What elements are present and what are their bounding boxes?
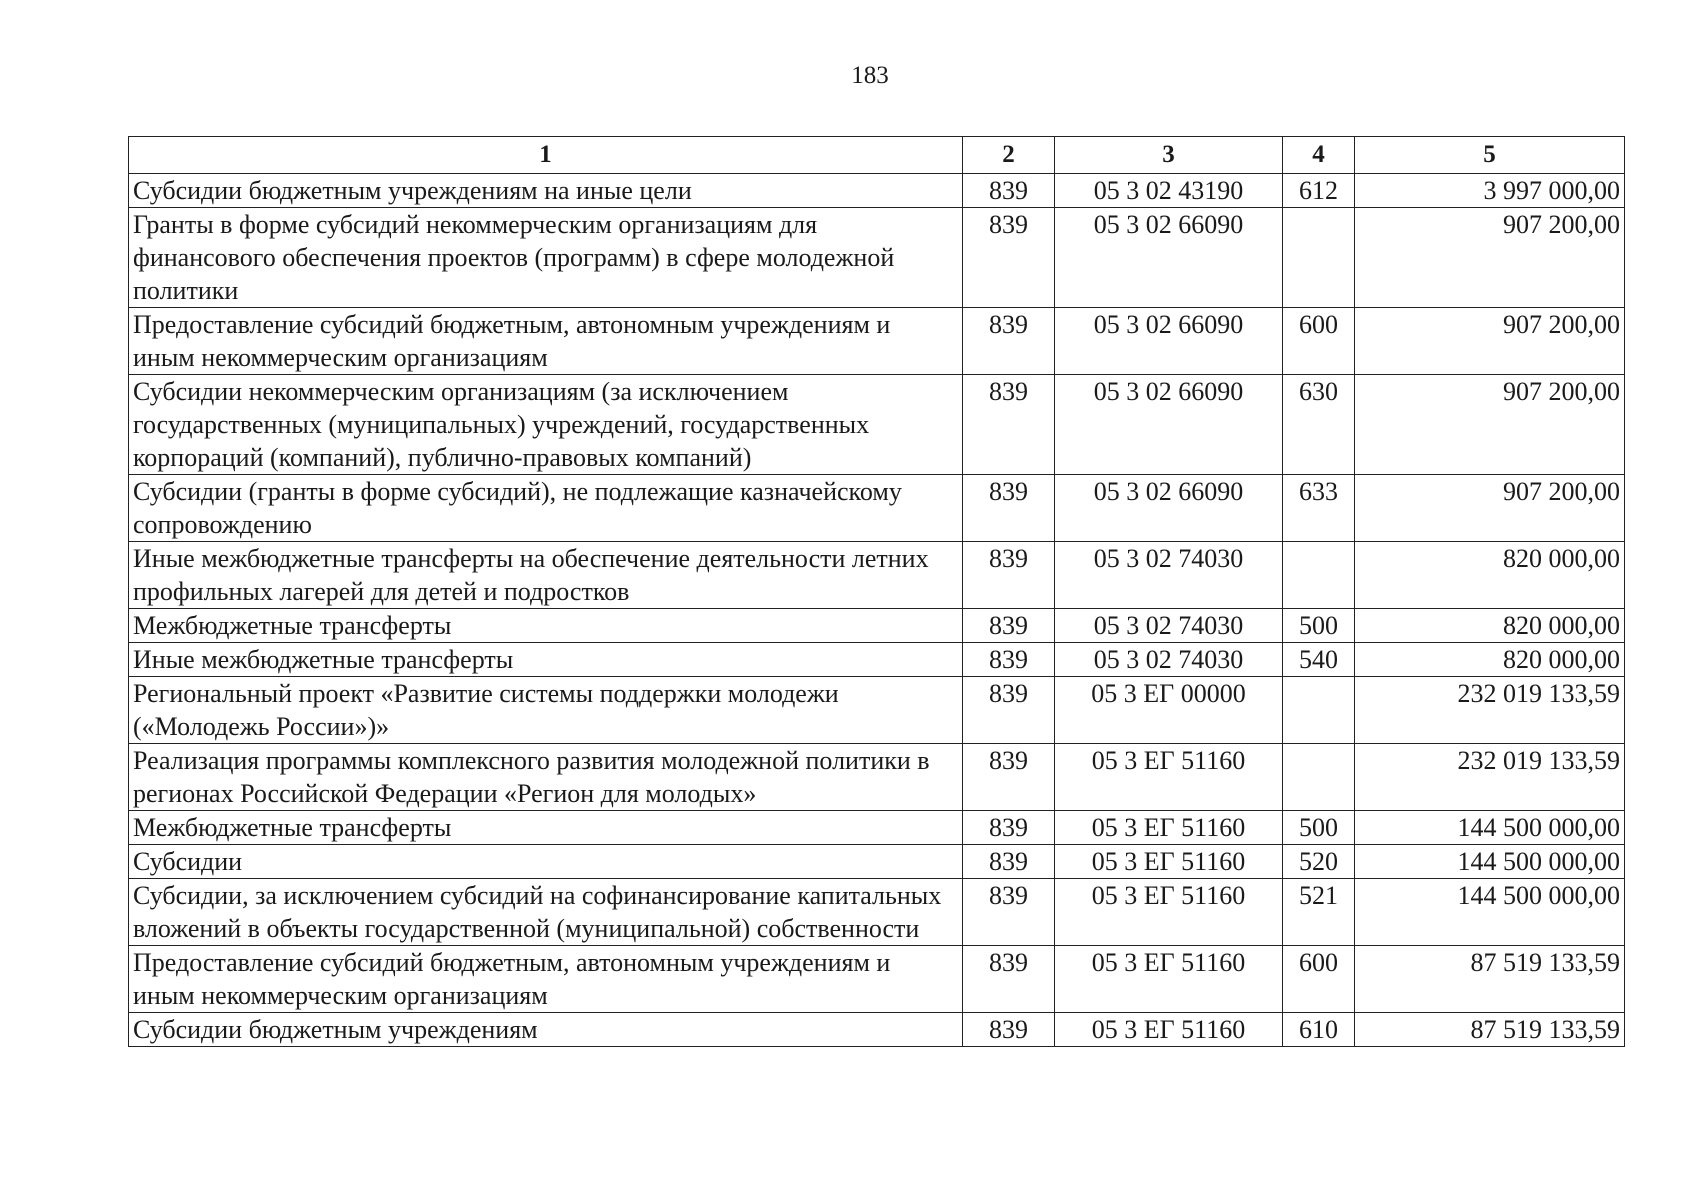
row-amount: 87 519 133,59 <box>1355 1013 1625 1047</box>
row-code-3: 05 3 ЕГ 51160 <box>1055 946 1283 1013</box>
table-row <box>129 811 1625 845</box>
row-code-3: 05 3 02 74030 <box>1055 643 1283 677</box>
row-name: Межбюджетные трансферты <box>129 811 963 845</box>
row-code-3: 05 3 ЕГ 51160 <box>1055 1013 1283 1047</box>
row-name: Предоставление субсидий бюджетным, автономным учреждениям и иным некоммерческим организациям <box>129 308 963 375</box>
row-code-2: 839 <box>963 174 1055 208</box>
row-code-2: 839 <box>963 677 1055 744</box>
row-code-2: 839 <box>963 609 1055 643</box>
header-col-4: 4 <box>1283 137 1355 174</box>
row-code-2: 839 <box>963 845 1055 879</box>
row-code-4 <box>1283 744 1355 811</box>
row-code-4 <box>1283 677 1355 744</box>
row-code-4: 633 <box>1283 475 1355 542</box>
table-row <box>129 1013 1625 1047</box>
header-row <box>129 137 1625 174</box>
table-header <box>129 137 1625 174</box>
row-code-3: 05 3 ЕГ 51160 <box>1055 744 1283 811</box>
page-number: 183 <box>851 62 889 89</box>
table-row <box>129 174 1625 208</box>
row-code-3: 05 3 ЕГ 51160 <box>1055 879 1283 946</box>
table-row <box>129 475 1625 542</box>
row-code-2: 839 <box>963 375 1055 475</box>
row-code-3: 05 3 02 43190 <box>1055 174 1283 208</box>
row-amount: 232 019 133,59 <box>1355 744 1625 811</box>
row-amount: 144 500 000,00 <box>1355 879 1625 946</box>
budget-table <box>128 136 1625 1047</box>
row-code-2: 839 <box>963 879 1055 946</box>
row-code-4: 630 <box>1283 375 1355 475</box>
row-code-3: 05 3 02 66090 <box>1055 208 1283 308</box>
header-col-5: 5 <box>1355 137 1625 174</box>
header-col-1: 1 <box>129 137 963 174</box>
row-name: Субсидии бюджетным учреждениям <box>129 1013 963 1047</box>
row-code-4 <box>1283 208 1355 308</box>
row-code-2: 839 <box>963 811 1055 845</box>
table-row <box>129 879 1625 946</box>
row-code-4: 610 <box>1283 1013 1355 1047</box>
row-name: Реализация программы комплексного развития молодежной политики в регионах Российской Федерации «Регион для молодых» <box>129 744 963 811</box>
row-amount: 3 997 000,00 <box>1355 174 1625 208</box>
table-row <box>129 744 1625 811</box>
row-code-2: 839 <box>963 308 1055 375</box>
row-amount: 87 519 133,59 <box>1355 946 1625 1013</box>
row-code-3: 05 3 02 66090 <box>1055 375 1283 475</box>
row-code-3: 05 3 02 66090 <box>1055 308 1283 375</box>
row-name: Субсидии бюджетным учреждениям на иные цели <box>129 174 963 208</box>
row-amount: 907 200,00 <box>1355 375 1625 475</box>
table-body <box>129 174 1625 1047</box>
row-amount: 820 000,00 <box>1355 643 1625 677</box>
header-col-2: 2 <box>963 137 1055 174</box>
table-row <box>129 208 1625 308</box>
row-code-4: 500 <box>1283 609 1355 643</box>
row-code-4: 600 <box>1283 308 1355 375</box>
table-row <box>129 677 1625 744</box>
table-row <box>129 308 1625 375</box>
row-amount: 232 019 133,59 <box>1355 677 1625 744</box>
table-row <box>129 845 1625 879</box>
row-code-2: 839 <box>963 643 1055 677</box>
row-code-4: 521 <box>1283 879 1355 946</box>
row-code-4 <box>1283 542 1355 609</box>
row-code-4: 540 <box>1283 643 1355 677</box>
table-row <box>129 609 1625 643</box>
table-row <box>129 375 1625 475</box>
row-code-4: 500 <box>1283 811 1355 845</box>
row-code-2: 839 <box>963 1013 1055 1047</box>
row-code-2: 839 <box>963 208 1055 308</box>
row-amount: 907 200,00 <box>1355 308 1625 375</box>
row-code-2: 839 <box>963 946 1055 1013</box>
row-amount: 907 200,00 <box>1355 208 1625 308</box>
table-row <box>129 643 1625 677</box>
row-code-3: 05 3 ЕГ 51160 <box>1055 845 1283 879</box>
row-name: Субсидии <box>129 845 963 879</box>
table-row <box>129 946 1625 1013</box>
header-col-3: 3 <box>1055 137 1283 174</box>
row-amount: 820 000,00 <box>1355 542 1625 609</box>
row-amount: 907 200,00 <box>1355 475 1625 542</box>
row-name: Иные межбюджетные трансферты <box>129 643 963 677</box>
row-code-3: 05 3 02 74030 <box>1055 609 1283 643</box>
row-name: Предоставление субсидий бюджетным, автономным учреждениям и иным некоммерческим организациям <box>129 946 963 1013</box>
row-amount: 820 000,00 <box>1355 609 1625 643</box>
row-code-2: 839 <box>963 744 1055 811</box>
row-amount: 144 500 000,00 <box>1355 811 1625 845</box>
table-row <box>129 542 1625 609</box>
row-name: Субсидии, за исключением субсидий на софинансирование капитальных вложений в объекты государственной (муниципальной) собственности <box>129 879 963 946</box>
row-code-2: 839 <box>963 475 1055 542</box>
row-code-3: 05 3 ЕГ 51160 <box>1055 811 1283 845</box>
row-code-3: 05 3 02 74030 <box>1055 542 1283 609</box>
row-code-3: 05 3 ЕГ 00000 <box>1055 677 1283 744</box>
row-code-4: 612 <box>1283 174 1355 208</box>
row-amount: 144 500 000,00 <box>1355 845 1625 879</box>
row-name: Иные межбюджетные трансферты на обеспечение деятельности летних профильных лагерей для детей и подростков <box>129 542 963 609</box>
row-name: Субсидии некоммерческим организациям (за исключением государственных (муниципальных) учреждений, государственных корпораций (компаний), публично-правовых компаний) <box>129 375 963 475</box>
row-name: Гранты в форме субсидий некоммерческим организациям для финансового обеспечения проектов (программ) в сфере молодежной политики <box>129 208 963 308</box>
row-code-4: 600 <box>1283 946 1355 1013</box>
row-name: Региональный проект «Развитие системы поддержки молодежи («Молодежь России»)» <box>129 677 963 744</box>
row-name: Субсидии (гранты в форме субсидий), не подлежащие казначейскому сопровождению <box>129 475 963 542</box>
row-code-2: 839 <box>963 542 1055 609</box>
row-code-4: 520 <box>1283 845 1355 879</box>
row-code-3: 05 3 02 66090 <box>1055 475 1283 542</box>
row-name: Межбюджетные трансферты <box>129 609 963 643</box>
